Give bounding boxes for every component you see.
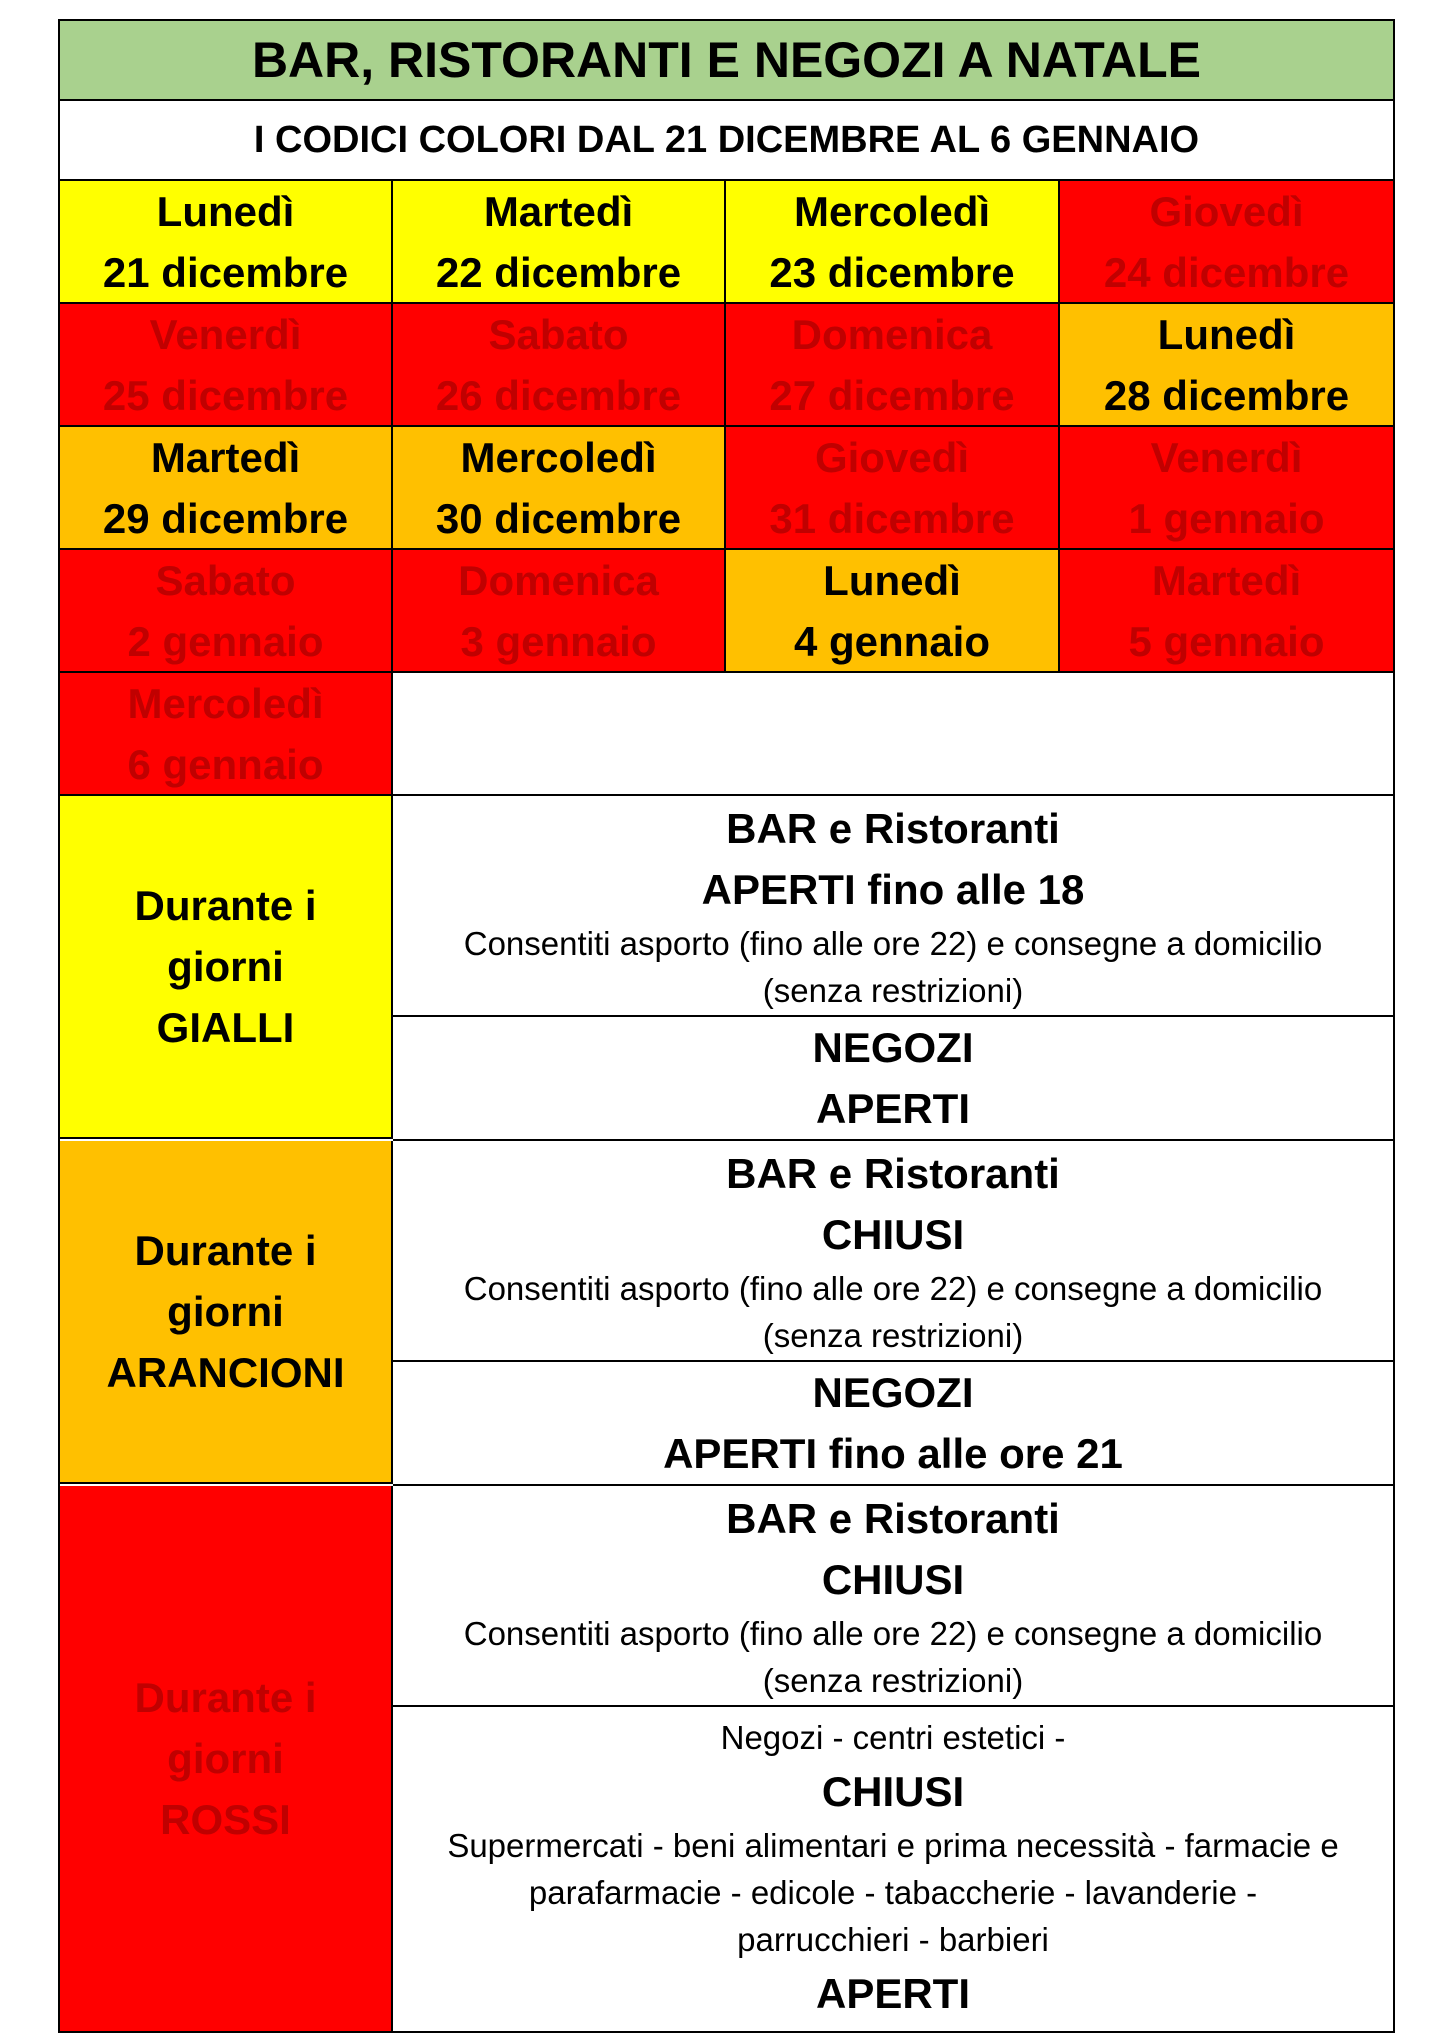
- calendar-weekday: Lunedì: [1157, 310, 1296, 358]
- rule-label-rossi: [60, 1486, 393, 2031]
- calendar-weekday: Lunedì: [156, 187, 295, 235]
- calendar-date: 4 gennaio: [793, 617, 991, 665]
- calendar-day-rosso: [1060, 427, 1393, 550]
- calendar-day-rosso: [60, 304, 393, 427]
- calendar-date: 2 gennaio: [127, 617, 324, 665]
- rule-body-rossi: [393, 1486, 1393, 2031]
- bar-note: Consentiti asporto (fino alle ore 22) e consegne a domicilio: [463, 1269, 1323, 1307]
- calendar-grid: [60, 181, 1393, 796]
- calendar-weekday: Sabato: [488, 310, 629, 358]
- bar-rules-gialli: [393, 796, 1393, 1015]
- bar-note: (senza restrizioni): [762, 971, 1024, 1009]
- calendar-weekday: Martedì: [1151, 556, 1302, 604]
- rule-label-line: Durante i: [134, 882, 317, 929]
- negozi-title: Negozi - centri estetici -: [720, 1719, 1066, 1756]
- negozi-status: APERTI: [815, 1085, 970, 1132]
- rules-table: [60, 796, 1393, 2031]
- calendar-date: 24 dicembre: [1103, 248, 1350, 296]
- rule-label-line: ARANCIONI: [106, 1349, 345, 1396]
- calendar-date: 29 dicembre: [102, 494, 349, 542]
- calendar-date: 23 dicembre: [769, 248, 1015, 296]
- calendar-weekday: Lunedì: [823, 556, 961, 604]
- calendar-weekday: Mercoledì: [793, 187, 991, 235]
- negozi-rules-gialli: [393, 1015, 1393, 1139]
- calendar-day-rosso: [393, 550, 726, 673]
- bar-title: BAR e Ristoranti: [726, 1494, 1060, 1542]
- negozi-status: APERTI fino alle ore 21: [663, 1430, 1123, 1477]
- aperti-status: APERTI: [815, 1970, 970, 2017]
- calendar-weekday: Martedì: [150, 433, 301, 481]
- bar-note: Consentiti asporto (fino alle ore 22) e consegne a domicilio: [463, 924, 1323, 962]
- calendar-weekday: Giovedì: [814, 433, 970, 481]
- calendar-day-rosso: [726, 427, 1060, 550]
- aperti-list: Supermercati - beni alimentari e prima necessità - farmacie e: [447, 1827, 1339, 1864]
- calendar-day-rosso: [393, 304, 726, 427]
- calendar-date: 21 dicembre: [102, 248, 349, 296]
- negozi-status: CHIUSI: [821, 1768, 965, 1815]
- calendar-day-rosso: [1060, 550, 1393, 673]
- rule-body-arancioni: [393, 1141, 1393, 1486]
- bar-note: (senza restrizioni): [762, 1316, 1024, 1354]
- calendar-date: 26 dicembre: [435, 371, 682, 419]
- calendar-day-giallo: [726, 181, 1060, 304]
- negozi-title: NEGOZI: [812, 1369, 974, 1416]
- calendar-date: 1 gennaio: [1128, 494, 1325, 542]
- calendar-day-giallo: [393, 181, 726, 304]
- calendar-day-arancione: [393, 427, 726, 550]
- negozi-rules-arancioni: [393, 1360, 1393, 1484]
- calendar-date: 3 gennaio: [460, 617, 657, 665]
- calendar-day-rosso: [1060, 181, 1393, 304]
- calendar-day-rosso: [60, 673, 393, 796]
- calendar-day-rosso: [60, 550, 393, 673]
- calendar-day-giallo: [60, 181, 393, 304]
- page-title: BAR, RISTORANTI E NEGOZI A NATALE: [60, 21, 1393, 101]
- bar-status: APERTI fino alle 18: [701, 865, 1085, 913]
- bar-rules-arancioni: [393, 1141, 1393, 1360]
- calendar-weekday: Mercoledì: [127, 679, 324, 727]
- bar-note: (senza restrizioni): [762, 1661, 1024, 1699]
- bar-rules-rossi: [393, 1486, 1393, 1705]
- rule-label-line: giorni: [167, 1735, 284, 1782]
- bar-status: CHIUSI: [821, 1555, 965, 1603]
- rule-label-line: ROSSI: [160, 1796, 291, 1843]
- calendar-day-arancione: [60, 427, 393, 550]
- aperti-list: parrucchieri - barbieri: [737, 1921, 1049, 1958]
- color-codes-sheet: [58, 19, 1395, 2033]
- calendar-weekday: Sabato: [155, 556, 296, 604]
- calendar-weekday: Domenica: [458, 556, 659, 604]
- negozi-rules-rossi: [393, 1705, 1393, 2031]
- calendar-date: 22 dicembre: [435, 248, 682, 296]
- calendar-date: 25 dicembre: [102, 371, 349, 419]
- calendar-day-rosso: [726, 304, 1060, 427]
- calendar-weekday: Venerdì: [149, 310, 302, 358]
- calendar-weekday: Martedì: [483, 187, 634, 235]
- negozi-title: NEGOZI: [812, 1024, 974, 1071]
- calendar-day-arancione: [726, 550, 1060, 673]
- rule-label-line: Durante i: [134, 1674, 317, 1721]
- calendar-day-arancione: [1060, 304, 1393, 427]
- calendar-date: 30 dicembre: [435, 494, 682, 542]
- aperti-list: parafarmacie - edicole - tabaccherie - lavanderie -: [528, 1874, 1258, 1911]
- calendar-weekday: Venerdì: [1150, 433, 1303, 481]
- rule-body-gialli: [393, 796, 1393, 1141]
- rule-label-line: giorni: [167, 1288, 284, 1335]
- rule-label-gialli: [60, 796, 393, 1139]
- calendar-date: 31 dicembre: [769, 494, 1015, 542]
- bar-title: BAR e Ristoranti: [726, 1149, 1060, 1197]
- calendar-weekday: Domenica: [791, 310, 993, 358]
- rule-label-line: Durante i: [134, 1227, 317, 1274]
- calendar-date: 28 dicembre: [1103, 371, 1350, 419]
- bar-status: CHIUSI: [821, 1210, 965, 1258]
- rule-label-arancioni: [60, 1141, 393, 1484]
- calendar-date: 5 gennaio: [1128, 617, 1325, 665]
- bar-title: BAR e Ristoranti: [726, 804, 1060, 852]
- calendar-empty-area: [393, 673, 1393, 796]
- calendar-weekday: Giovedì: [1149, 187, 1304, 235]
- rule-label-line: giorni: [167, 943, 284, 990]
- page-subtitle: I CODICI COLORI DAL 21 DICEMBRE AL 6 GENNAIO: [60, 101, 1393, 181]
- calendar-date: 27 dicembre: [769, 371, 1015, 419]
- calendar-weekday: Mercoledì: [460, 433, 657, 481]
- rule-label-line: GIALLI: [156, 1004, 295, 1051]
- calendar-date: 6 gennaio: [127, 740, 324, 788]
- bar-note: Consentiti asporto (fino alle ore 22) e consegne a domicilio: [463, 1614, 1323, 1652]
